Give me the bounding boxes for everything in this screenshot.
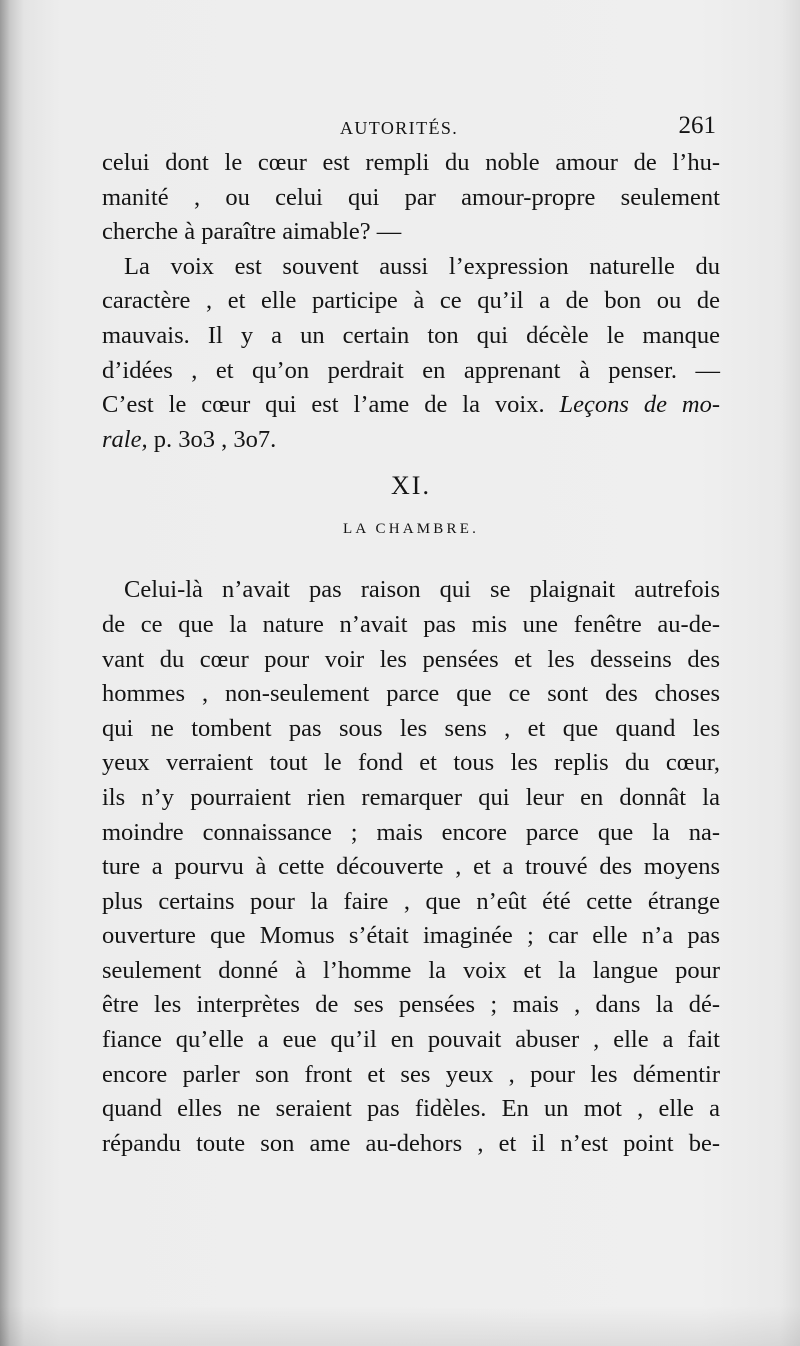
text-line: d’idées , et qu’on perdrait en apprenant à penser. —: [102, 356, 720, 384]
text-line: cherche à paraître aimable? —: [102, 218, 402, 246]
running-head: [102, 112, 720, 146]
text-line: encore parler son front et ses yeux , pour les démentir: [102, 1060, 720, 1088]
section-number: XI.: [391, 471, 431, 501]
text-line: mauvais. Il y a un certain ton qui décèle le manque: [102, 321, 720, 349]
text-line: ils n’y pourraient rien remarquer qui leur en donnât la: [102, 783, 720, 811]
section-body: [102, 573, 720, 1161]
section-title: LA CHAMBRE.: [342, 521, 480, 538]
intro-paragraphs: [102, 146, 720, 457]
text-line: plus certains pour la faire , que n’eût été cette étrange: [102, 887, 720, 915]
text-line: caractère , et elle participe à ce qu’il a de bon ou de: [102, 287, 720, 315]
citation-line: [102, 388, 720, 423]
text-line: Celui-là n’avait pas raison qui se plaignait autrefois: [124, 576, 720, 604]
running-head-title: AUTORITÉS.: [340, 118, 459, 138]
text-line: fiance qu’elle a eue qu’il en pouvait abuser , elle a fait: [102, 1026, 720, 1054]
text-line: moindre connaissance ; mais encore parce que la na-: [102, 818, 720, 846]
text-line: ouverture que Momus s’était imaginée ; car elle n’a pas: [102, 922, 720, 950]
text-line: qui ne tombent pas sous les sens , et que quand les: [102, 714, 720, 742]
citation-pages: p. 3o3 , 3o7.: [147, 425, 277, 453]
text-line: quand elles ne seraient pas fidèles. En un mot , elle a: [102, 1095, 720, 1123]
text-line: répandu toute son ame au-dehors , et il n’est point be-: [102, 1129, 720, 1157]
text-line: seulement donné à l’homme la voix et la langue pour: [102, 956, 720, 984]
text-line: manité , ou celui qui par amour-propre seulement: [102, 183, 720, 211]
page-number: 261: [678, 112, 716, 139]
text-line: hommes , non-seulement parce que ce sont des choses: [102, 680, 720, 708]
text-line: La voix est souvent aussi l’expression naturelle du: [124, 252, 720, 280]
citation-line: [102, 423, 720, 458]
page-edge-shadow: [0, 1306, 800, 1346]
citation-title: rale,: [102, 425, 148, 453]
text-line: être les interprètes de ses pensées ; mais , dans la dé-: [102, 991, 720, 1019]
text-line: yeux verraient tout le fond et tous les replis du cœur,: [102, 749, 720, 777]
text-segment: C’est le cœur qui est l’ame de la voix.: [102, 391, 545, 419]
book-page: [102, 112, 720, 1161]
text-line: vant du cœur pour voir les pensées et les desseins des: [102, 645, 720, 673]
text-line: celui dont le cœur est rempli du noble amour de l’hu-: [102, 149, 720, 176]
text-line: de ce que la nature n’avait pas mis une fenêtre au-de-: [102, 610, 720, 638]
text-line: ture a pourvu à cette découverte , et a trouvé des moyens: [102, 853, 720, 881]
citation-title: Leçons de mo-: [559, 391, 721, 419]
